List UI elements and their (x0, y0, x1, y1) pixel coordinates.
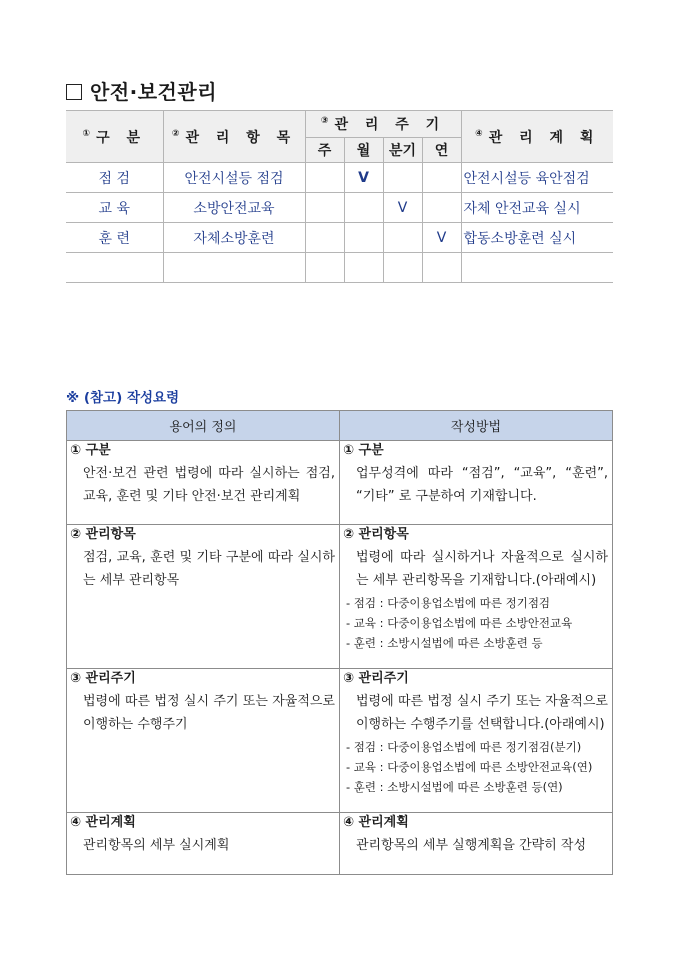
cell-quarter (383, 223, 422, 253)
table-row (66, 163, 613, 193)
section-title: 안전·보건관리 (66, 76, 217, 105)
header-cycle: ③ 관 리 주 기 (305, 111, 461, 138)
example-item: - 점검 : 다중이용업소법에 따른 정기점검(분기) (346, 740, 582, 754)
header-week: 주 (305, 138, 344, 163)
reference-title: ※ (참고) 작성요령 (66, 390, 180, 406)
checkbox-square-icon (66, 84, 82, 100)
cell-quarter (383, 163, 422, 193)
guide-method: 관리항목의 세부 실행계획을 간략히 작성 (356, 838, 587, 853)
guide-head: ② 관리항목 (70, 527, 136, 542)
guide-head: ④ 관리계획 (343, 815, 409, 830)
cell-month (344, 223, 383, 253)
header-category: ① 구 분 (66, 111, 163, 163)
guide-examples (340, 593, 612, 653)
example-item: - 교육 : 다중이용업소법에 따른 소방안전교육 (346, 616, 573, 630)
cell-category: 점 검 (66, 163, 163, 193)
header-quarter: 분기 (383, 138, 422, 163)
guide-definition: 관리항목의 세부 실시계획 (83, 838, 230, 853)
header-item: ② 관 리 항 목 (163, 111, 305, 163)
header-year: 연 (422, 138, 461, 163)
guide-head: ① 구분 (343, 443, 384, 458)
header-plan: ④ 관 리 계 획 (461, 111, 613, 163)
cell-week (305, 223, 344, 253)
cell-item: 소방안전교육 (163, 193, 305, 223)
cell-category: 교 육 (66, 193, 163, 223)
guide-head: ③ 관리주기 (343, 671, 409, 686)
table-row (66, 223, 613, 253)
guide-row-cycle (67, 669, 613, 813)
guide-head: ① 구분 (70, 443, 111, 458)
table-row (66, 253, 613, 283)
cell-category (66, 253, 163, 283)
cell-year (422, 253, 461, 283)
example-item: - 교육 : 다중이용업소법에 따른 소방안전교육(연) (346, 760, 593, 774)
cell-year: V (422, 223, 461, 253)
cell-plan: 합동소방훈련 실시 (461, 223, 613, 253)
guide-method: 법령에 따른 법정 실시 주기 또는 자율적으로 이행하는 수행주기를 선택합니다.(아래예시) (356, 694, 608, 732)
guide-header-method: 작성방법 (340, 411, 613, 441)
cell-month (344, 253, 383, 283)
cell-week (305, 163, 344, 193)
guide-definition: 법령에 따른 법정 실시 주기 또는 자율적으로 이행하는 수행주기 (83, 694, 335, 732)
table-row (66, 193, 613, 223)
guide-row-item (67, 525, 613, 669)
cell-plan: 안전시설등 육안점검 (461, 163, 613, 193)
guide-row-plan (67, 813, 613, 875)
guide-method: 업무성격에 따라 “점검”, “교육”, “훈련”, “기타” 로 구분하여 기재합니다. (356, 466, 608, 504)
cell-year (422, 163, 461, 193)
example-item: - 훈련 : 소방시설법에 따른 소방훈련 등 (346, 636, 543, 650)
cell-plan (461, 253, 613, 283)
guide-examples (340, 737, 612, 797)
example-item: - 점검 : 다중이용업소법에 따른 정기점검 (346, 596, 551, 610)
guide-table (66, 410, 613, 875)
guide-definition: 점검, 교육, 훈련 및 기타 구분에 따라 실시하는 세부 관리항목 (83, 550, 335, 588)
example-item: - 훈련 : 소방시설법에 따른 소방훈련 등(연) (346, 780, 563, 794)
cell-week (305, 253, 344, 283)
cell-month: V (344, 163, 383, 193)
guide-method: 법령에 따라 실시하거나 자율적으로 실시하는 세부 관리항목을 기재합니다.(아래예시) (356, 550, 608, 588)
cell-quarter (383, 253, 422, 283)
cell-item: 자체소방훈련 (163, 223, 305, 253)
cell-item: 안전시설등 점검 (163, 163, 305, 193)
management-table (66, 110, 613, 283)
cell-category: 훈 련 (66, 223, 163, 253)
cell-month (344, 193, 383, 223)
cell-item (163, 253, 305, 283)
cell-week (305, 193, 344, 223)
guide-head: ③ 관리주기 (70, 671, 136, 686)
guide-header-definition: 용어의 정의 (67, 411, 340, 441)
guide-row-category (67, 441, 613, 525)
guide-head: ④ 관리계획 (70, 815, 136, 830)
cell-quarter: V (383, 193, 422, 223)
guide-head: ② 관리항목 (343, 527, 409, 542)
cell-plan: 자체 안전교육 실시 (461, 193, 613, 223)
guide-definition: 안전·보건 관련 법령에 따라 실시하는 점검, 교육, 훈련 및 기타 안전·보건 관리계획 (83, 466, 335, 504)
cell-year (422, 193, 461, 223)
header-month: 월 (344, 138, 383, 163)
